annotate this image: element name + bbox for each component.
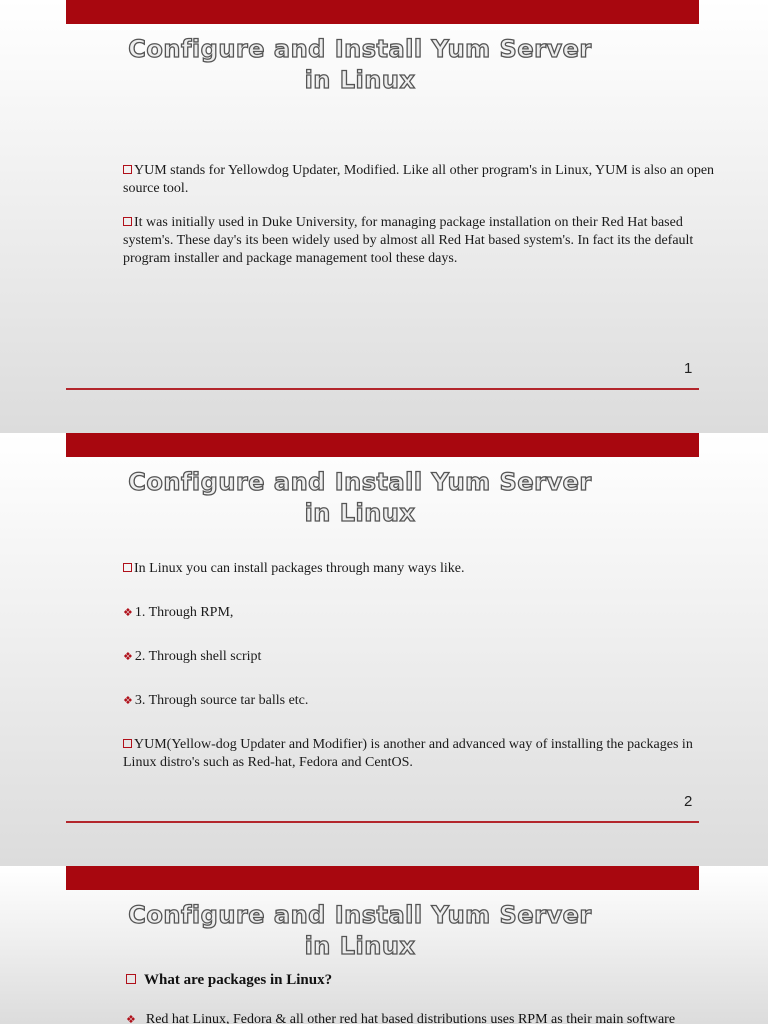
list-item-text: 3. Through source tar balls etc. <box>134 693 309 708</box>
paragraph-text: YUM stands for Yellowdog Updater, Modified. Like all other program's in Linux, YUM is also an open source tool. <box>123 163 715 196</box>
square-bullet-icon <box>123 563 132 572</box>
top-bar <box>66 866 699 890</box>
list-item-text: 1. Through RPM, <box>134 605 234 620</box>
slide-1 <box>0 0 768 433</box>
square-bullet-icon <box>123 165 132 174</box>
paragraph <box>123 560 716 578</box>
paragraph-text: YUM(Yellow-dog Updater and Modifier) is another and advanced way of installing the packages in Linux distro's such as Red-hat, Fedora and CentOS. <box>123 737 693 770</box>
bottom-rule <box>66 388 699 390</box>
paragraph <box>123 736 716 772</box>
paragraph-text: Red hat Linux, Fedora & all other red hat based distributions uses RPM as their main software <box>145 1012 676 1024</box>
slide-content <box>123 162 716 284</box>
top-bar <box>66 433 699 457</box>
slide-title: Configure and Install Yum Server in Linux <box>128 901 592 960</box>
slide-3 <box>0 866 768 1024</box>
top-bar <box>66 0 699 24</box>
list-item <box>123 692 716 710</box>
page-number: 1 <box>684 360 693 377</box>
slide-title: Configure and Install Yum Server in Linux <box>128 468 592 527</box>
square-bullet-icon <box>123 739 132 748</box>
slide-content <box>123 560 716 788</box>
paragraph <box>123 214 716 268</box>
slide-2 <box>0 433 768 866</box>
square-bullet-icon <box>123 217 132 226</box>
paragraph-text: In Linux you can install packages through many ways like. <box>134 561 465 576</box>
list-item <box>123 604 716 622</box>
bottom-rule <box>66 821 699 823</box>
slide-title: Configure and Install Yum Server in Linux <box>128 35 592 94</box>
square-bullet-icon <box>126 974 136 984</box>
diamond-bullet-icon: ❖ <box>126 1013 136 1024</box>
paragraph <box>126 1012 675 1024</box>
paragraph <box>123 162 716 198</box>
diamond-bullet-icon: ❖ <box>123 694 133 707</box>
list-item-text: 2. Through shell script <box>134 649 262 664</box>
diamond-bullet-icon: ❖ <box>123 606 133 619</box>
section-heading-text: What are packages in Linux? <box>144 972 333 988</box>
section-heading <box>126 972 332 989</box>
diamond-bullet-icon: ❖ <box>123 650 133 663</box>
paragraph-text: It was initially used in Duke University, for managing package installation on their Red Hat based system's. These day's its been widely used by almost all Red Hat based system's. In fact its the default program installer and package management tool these days. <box>123 215 694 266</box>
page-number: 2 <box>684 793 693 810</box>
list-item <box>123 648 716 666</box>
